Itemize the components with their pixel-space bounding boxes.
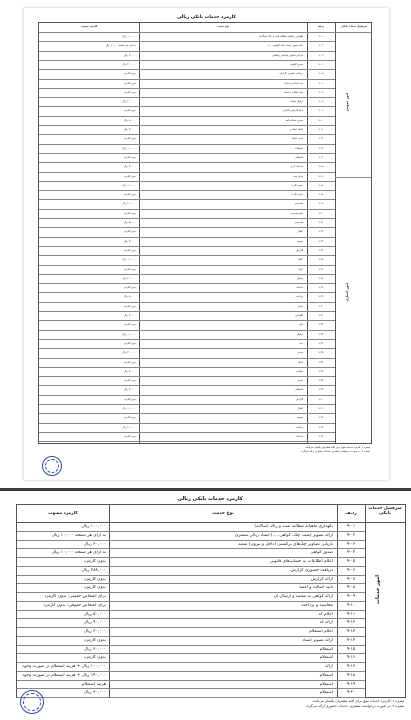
fee-value: ۳۰,۰۰۰ ریال	[123, 239, 136, 243]
column-divider	[139, 23, 140, 443]
service-name: صدور	[297, 379, 303, 383]
fee-value: ۱۰۰,۰۰۰ ریال	[122, 183, 136, 187]
document-page-1	[24, 8, 389, 480]
row-divider	[39, 292, 335, 293]
fee-value: ۲۰۰,۰۰۰ ریال	[122, 351, 136, 355]
row-number: ۹-۴۴	[318, 434, 324, 438]
fee-table-2	[16, 504, 406, 698]
row-divider	[17, 636, 365, 637]
fee-value: بدون کارمزد	[83, 637, 106, 643]
row-number: ۹-۰۸	[318, 100, 324, 104]
fee-value: بدون کارمزد	[123, 323, 136, 327]
row-number: ۹-۰۴	[318, 62, 324, 66]
row-number: ۹-۰۱	[346, 524, 356, 529]
row-divider	[39, 246, 335, 247]
row-divider	[17, 610, 365, 611]
fee-value: بدون کارمزد	[123, 286, 136, 290]
fee-value: بدون کارمزد	[123, 360, 136, 364]
row-number: ۹-۱۷	[318, 183, 324, 187]
service-name: ارائه	[298, 267, 303, 271]
service-name: ارائه گزارش اعتباری	[282, 109, 303, 113]
fee-value: بدون کارمزد	[123, 211, 136, 215]
row-number: ۹-۰۸	[346, 585, 356, 591]
header-fee: کارمزد مصوب	[80, 25, 98, 28]
fee-value: ۵۰,۰۰۰ ریال	[123, 369, 136, 373]
row-number: ۹-۱۶	[346, 655, 356, 661]
fee-table-1	[38, 22, 372, 444]
fee-value: ۳۰,۰۰۰ ریال	[123, 388, 136, 392]
row-divider	[17, 575, 365, 576]
service-name: انتقال	[297, 407, 303, 410]
row-number: ۹-۲۵	[318, 258, 324, 262]
fee-value: ۱۰۰,۰۰۰ ریال + هزینه استعلام در صورت وجود	[22, 664, 106, 669]
row-number: ۹-۳۳	[318, 332, 324, 336]
row-divider	[39, 41, 335, 42]
fee-value: ۱۰۰,۰۰۰ ریال	[122, 407, 136, 410]
service-name: پرداخت	[295, 295, 303, 299]
fee-value: بدون کارمزد	[83, 655, 106, 661]
row-divider	[39, 106, 335, 107]
row-number: ۹-۴۳	[318, 425, 324, 429]
service-name: تایید اصالت و امضا	[284, 90, 303, 94]
fee-value: بدون کارمزد	[123, 72, 136, 76]
service-name: دریافت حضوری گزارش	[290, 567, 333, 573]
service-name: ارائه کد	[319, 620, 333, 626]
row-number: ۹-۳۱	[318, 314, 324, 317]
fee-value: ۳۰,۰۰۰ ریال	[84, 629, 106, 634]
row-number: ۹-۱۹	[318, 202, 324, 206]
row-divider	[39, 199, 335, 200]
service-name: استعلام	[319, 672, 333, 678]
service-name: ثبت	[299, 341, 303, 345]
row-number: ۹-۲۸	[318, 286, 324, 290]
row-number: ۹-۱۷	[346, 664, 356, 669]
row-number: ۹-۰۶	[318, 81, 324, 85]
row-divider	[17, 697, 365, 698]
service-name: استعلام	[319, 646, 333, 652]
row-divider	[39, 181, 335, 182]
service-name: خدمات	[296, 434, 303, 438]
header-fee: کارمزد مصوب	[48, 511, 78, 516]
row-divider	[39, 97, 335, 98]
row-number: ۹-۰۵	[346, 559, 356, 564]
service-name: ارائه تصویر (سند، چک، گواهی، ...) اسناد ریالی مشتری	[234, 532, 333, 538]
service-name: صدور کارت	[291, 183, 303, 187]
row-divider	[17, 583, 365, 584]
fee-value: بدون کارمزد	[123, 90, 136, 94]
service-name: صدور گواهی	[310, 550, 333, 556]
row-number: ۹-۲۶	[318, 267, 324, 271]
row-number: ۹-۱۸	[318, 193, 324, 197]
service-name: استعلام	[295, 155, 303, 159]
row-divider	[39, 385, 335, 386]
row-divider	[39, 237, 335, 238]
header-service: نوع خدمت	[212, 511, 234, 516]
fee-value: بدون کارمزد	[123, 304, 136, 308]
service-name: تبدیل وجه	[293, 174, 303, 178]
row-number: ۹-۰۲	[346, 532, 356, 538]
service-name: استعلام	[295, 388, 303, 392]
row-number: ۹-۳۴	[318, 341, 324, 345]
service-name: دریافت حضوری گزارش	[279, 72, 303, 76]
row-number: ۹-۲۰	[318, 211, 324, 215]
row-number: ۹-۴۲	[318, 416, 324, 420]
row-divider	[17, 592, 365, 593]
fee-value: ۳۰,۰۰۰ ریال	[84, 646, 106, 652]
bank-seal-icon	[20, 690, 44, 714]
row-divider	[39, 60, 335, 61]
row-divider	[39, 367, 335, 368]
fee-value: هزینه استعلام	[81, 681, 106, 687]
section-label: امور خدمات	[375, 575, 381, 605]
fee-value: ۵۰,۰۰۰ ریال	[123, 221, 136, 224]
row-divider	[39, 69, 335, 70]
row-divider	[39, 339, 335, 340]
service-name: استعلام	[319, 655, 333, 661]
service-name: بازیابی تصاویر چک‌های برگشتی	[272, 53, 303, 57]
service-name: گزارش	[295, 248, 303, 252]
row-number: ۹-۳۹	[318, 388, 324, 392]
row-number: ۹-۳۷	[318, 369, 324, 373]
row-number: ۹-۰۵	[318, 72, 324, 76]
section-label: امور عمومی	[345, 93, 349, 112]
row-number: ۹-۱۳	[318, 146, 324, 150]
fee-value: بدون کارمزد	[123, 267, 136, 271]
fee-value: ۲۸۸,۰۰۰ ریال	[81, 567, 106, 573]
row-number: ۹-۰۹	[318, 109, 324, 113]
row-divider	[39, 423, 335, 424]
header-divider	[39, 32, 371, 33]
footnote: تبصره ۲: در صورت درخواست مشتری، خدمات حضوری ارائه می‌گردد.	[305, 704, 404, 708]
row-divider	[17, 653, 365, 654]
service-name: اعتبار	[297, 360, 303, 364]
fee-value: بدون کارمزد	[123, 397, 136, 401]
page-1-title: کارمزد خدمات بانکی ریالی	[177, 15, 236, 20]
fee-value: برای اشخاص حقیقی: بدون کارمزد	[44, 594, 106, 599]
row-divider	[17, 680, 365, 681]
fee-value: ۲۰۰,۰۰۰ ریال	[122, 276, 136, 280]
service-name: ارائه تصویر (سند، چک، گواهی، ...)	[268, 44, 303, 48]
service-name: ارائه	[325, 664, 333, 669]
service-name: وصول	[296, 276, 303, 280]
row-number: ۹-۱۱	[346, 611, 356, 617]
fee-value: ۱۰۰,۰۰۰ ریال	[122, 35, 136, 38]
row-divider	[39, 255, 335, 256]
service-name: تمدید	[297, 351, 303, 355]
fee-value: ۵۰,۰۰۰ ریال	[123, 118, 136, 122]
row-number: ۹-۱۴	[346, 637, 356, 643]
row-number: ۹-۱۹	[346, 681, 356, 687]
row-number: ۹-۳۶	[318, 360, 324, 364]
row-divider	[17, 540, 365, 541]
row-number: ۹-۲۹	[318, 295, 324, 299]
row-divider	[39, 283, 335, 284]
fee-value: ۳۰,۰۰۰ ریال	[123, 314, 136, 317]
row-number: ۹-۰۶	[346, 567, 356, 573]
service-name: نگهداری	[294, 314, 303, 317]
row-divider	[39, 190, 335, 191]
row-divider	[39, 348, 335, 349]
row-divider	[39, 144, 335, 145]
row-divider	[39, 441, 335, 442]
service-name: صدور کارت	[291, 193, 303, 197]
header-section: سرفصل خدمات بانکی	[341, 25, 367, 28]
row-number: ۹-۱۴	[318, 155, 324, 159]
row-number: ۹-۱۵	[318, 165, 324, 169]
fee-value: ۲۰۰,۰۰۰ ریال	[122, 425, 136, 429]
row-number: ۹-۰۲	[318, 44, 324, 48]
row-number: ۹-۴۰	[318, 397, 324, 401]
service-name: بازیابی تصاویر چک‌های برگشتی (داخل و بیرون) شعبه	[238, 541, 333, 547]
row-divider	[39, 125, 335, 126]
fee-value: بدون کارمزد	[123, 174, 136, 178]
service-name: ارسال پیامک	[290, 100, 303, 104]
row-divider	[17, 557, 365, 558]
header-row: ردیف	[317, 25, 325, 28]
row-divider	[39, 209, 335, 210]
fee-value: ۵۰,۰۰۰ ریال	[84, 611, 106, 617]
row-divider	[39, 330, 335, 331]
row-divider	[39, 116, 335, 117]
service-name: ارائه تصویر اسناد	[302, 637, 333, 643]
row-divider	[39, 134, 335, 135]
row-divider	[17, 566, 365, 567]
row-divider	[17, 645, 365, 646]
fee-value: ۱۰۰,۰۰۰ ریال	[122, 332, 136, 336]
row-divider	[17, 662, 365, 663]
fee-value: بدون کارمزد	[123, 379, 136, 383]
fee-value: ۱۰۰,۰۰۰ ریال	[122, 146, 136, 150]
fee-value: ۳۰,۰۰۰ ریال	[84, 690, 106, 696]
fee-value: ۳۰,۰۰۰ ریال	[123, 165, 136, 169]
fee-value: ۲۰۰,۰۰۰ ریال	[122, 202, 136, 206]
service-name: ثبت اسناد و مدارک	[284, 81, 303, 85]
header-row: ردیف	[345, 511, 357, 516]
row-number: ۹-۱۵	[346, 646, 356, 652]
row-number: ۹-۲۲	[318, 230, 324, 234]
row-divider	[39, 376, 335, 377]
row-number: ۹-۰۳	[318, 53, 324, 57]
row-number: ۹-۳۰	[318, 304, 324, 308]
service-name: تسویه	[297, 239, 303, 243]
row-number: ۹-۲۱	[318, 221, 324, 224]
fee-value: برای اشخاص حقوقی: بدون کارمزد	[43, 602, 106, 608]
service-name: رفع مسدودی	[289, 211, 303, 215]
row-divider	[39, 218, 335, 219]
row-divider	[17, 531, 365, 532]
fee-value: ۵۰,۰۰۰ ریال	[123, 295, 136, 299]
fee-value: بدون کارمزد	[123, 230, 136, 234]
row-number: ۹-۰۹	[346, 594, 356, 599]
fee-value: ۲۰۰,۰۰۰ ریال	[122, 62, 136, 66]
row-divider	[39, 432, 335, 433]
section-divider	[335, 177, 371, 178]
row-divider	[17, 671, 365, 672]
row-number: ۹-۳۲	[318, 323, 324, 327]
service-name: اعلام کد	[318, 611, 333, 617]
row-number: ۹-۴۱	[318, 407, 324, 410]
fee-value: ۹۰,۰۰۰ ریال	[84, 620, 106, 626]
fee-value: بدون کارمزد	[123, 341, 136, 345]
fee-value: به ازای هر صفحه ۱۰,۰۰۰ ریال	[105, 44, 136, 48]
bank-seal-icon	[42, 456, 62, 476]
fee-value: بدون کارمزد	[123, 81, 136, 85]
row-divider	[39, 302, 335, 303]
row-number: ۹-۰۴	[346, 550, 356, 556]
service-name: صدور	[297, 304, 303, 308]
fee-value: ۲۰۰,۰۰۰ ریال	[122, 100, 136, 104]
row-number: ۹-۱۶	[318, 174, 324, 178]
row-divider	[39, 395, 335, 396]
row-divider	[39, 227, 335, 228]
service-name: اعتبار اسنادی	[289, 128, 303, 131]
row-number: ۹-۲۴	[318, 248, 324, 252]
document-page-2	[14, 494, 406, 718]
fee-value: بدون کارمزد	[123, 137, 136, 141]
service-name: صدور ضمانت‌نامه	[285, 118, 303, 122]
fee-value: بدون کارمزد	[83, 585, 106, 591]
footnote: تبصره ۲: در صورت درخواست مشتری، خدمات حضوری ارائه می‌گردد.	[300, 450, 370, 453]
row-number: ۹-۱۲	[318, 137, 324, 141]
fee-value: بدون کارمزد	[123, 109, 136, 113]
fee-value: به ازای هر صفحه ۱۰,۰۰۰ ریال	[51, 550, 106, 556]
fee-value: ۳۰,۰۰۰ ریال	[123, 128, 136, 131]
row-number: ۹-۰۷	[346, 576, 356, 582]
service-name: اعلام اطلاعات به حساب‌های قانونی	[269, 559, 333, 564]
service-name: انتقال	[297, 230, 303, 234]
row-number: ۹-۱۱	[318, 128, 324, 131]
service-name: صدور گواهی	[290, 62, 303, 66]
service-name: پرداخت	[295, 425, 303, 429]
row-number: ۹-۰۷	[318, 90, 324, 94]
service-name: نگهداری ماهیانه مطالبه شده و راکد (سالانه)	[259, 35, 303, 38]
row-divider	[39, 265, 335, 266]
row-divider	[39, 88, 335, 89]
row-number: ۹-۱۲	[346, 620, 356, 626]
row-divider	[17, 618, 365, 619]
row-divider	[39, 162, 335, 163]
fee-value: ۱۴۰,۰۰۰ ریال + هزینه استعلام در صورت وجود	[22, 672, 106, 678]
header-divider	[17, 522, 405, 523]
service-name: استعلام	[319, 681, 333, 687]
service-name: تسهیلات	[294, 146, 303, 150]
row-number: ۹-۲۳	[318, 239, 324, 243]
service-name: خدمات	[296, 286, 303, 290]
row-number: ۹-۲۰	[346, 690, 356, 696]
fee-value: ۱۰۰,۰۰۰ ریال	[81, 524, 106, 529]
row-divider	[17, 601, 365, 602]
row-divider	[39, 79, 335, 80]
service-name: ارائه گزارش	[310, 576, 333, 582]
service-name: گزارش	[295, 397, 303, 401]
fee-value: بدون کارمزد	[83, 559, 106, 564]
fee-value: بدون کارمزد	[123, 155, 136, 159]
row-divider	[39, 413, 335, 414]
service-name: محاسبه و پرداخت	[301, 602, 333, 608]
fee-value: به ازای هر صفحه ۱۰,۰۰۰ ریال	[51, 532, 106, 538]
row-number: ۹-۱۸	[346, 672, 356, 678]
row-divider	[39, 358, 335, 359]
row-divider	[39, 51, 335, 52]
row-divider	[39, 311, 335, 312]
fee-value: بدون کارمزد	[123, 193, 136, 197]
fee-value: بدون کارمزد	[123, 248, 136, 252]
header-section: سرفصل خدمات بانکی	[368, 506, 402, 516]
fee-value: بدون کارمزد	[123, 416, 136, 420]
row-divider	[17, 688, 365, 689]
column-divider	[365, 505, 366, 697]
service-name: اعلام	[298, 258, 303, 262]
service-name: مسدودی	[294, 221, 303, 224]
header-service: نوع خدمت	[217, 25, 229, 28]
page-divider	[0, 488, 411, 491]
fee-value: بدون کارمزد	[83, 576, 106, 582]
row-number: ۹-۱۳	[346, 629, 356, 634]
service-name: نگهداری ماهیانه مطالبه شده و راکد (سالانه)	[254, 524, 333, 529]
row-number: ۹-۰۱	[318, 35, 324, 38]
row-divider	[17, 627, 365, 628]
fee-value: ۳۰,۰۰۰ ریال	[84, 541, 106, 547]
row-number: ۹-۰۳	[346, 541, 356, 547]
column-divider	[335, 23, 336, 443]
row-divider	[17, 548, 365, 549]
fee-value: بدون کارمزد	[123, 434, 136, 438]
service-name: استعلام	[319, 690, 333, 696]
service-name: ارسال	[296, 332, 303, 336]
service-name: خدمات ارزی	[290, 165, 303, 169]
section-label: امور اعتباری	[345, 283, 349, 302]
row-number: ۹-۳۸	[318, 379, 324, 383]
service-name: ضمانت	[295, 369, 303, 373]
service-name: تأیید اصالت و امضا	[299, 585, 333, 591]
row-number: ۹-۲۷	[318, 276, 324, 280]
row-divider	[39, 404, 335, 405]
service-name: تسویه	[297, 416, 303, 420]
page-2-title: کارمزد خدمات بانکی ریالی	[177, 496, 243, 502]
fee-value: ۳۰,۰۰۰ ریال	[123, 53, 136, 57]
row-divider	[39, 153, 335, 154]
footnote: تبصره ۱: کارمزد خدمات فوق برای کلیه مشتریان یکسان می‌باشد.	[304, 446, 370, 449]
row-divider	[39, 320, 335, 321]
row-divider	[39, 172, 335, 173]
service-name: تمدید اعتبار	[291, 137, 303, 141]
row-divider	[39, 274, 335, 275]
row-number: ۹-۱۰	[318, 118, 324, 122]
footnote: تبصره ۱: کارمزد خدمات فوق برای کلیه مشتریان یکسان می‌باشد.	[311, 699, 404, 703]
row-number: ۹-۱۰	[346, 602, 356, 608]
service-name: تایید	[298, 323, 303, 327]
row-number: ۹-۳۵	[318, 351, 324, 355]
service-name: مسدودی	[294, 202, 303, 206]
service-name: ارائه گواهی به مقصد و ارسال آن	[273, 594, 333, 599]
column-divider	[307, 23, 308, 443]
fee-value: ۱۰۰,۰۰۰ ریال	[122, 258, 136, 262]
service-name: اعلام استعلام	[309, 629, 333, 634]
